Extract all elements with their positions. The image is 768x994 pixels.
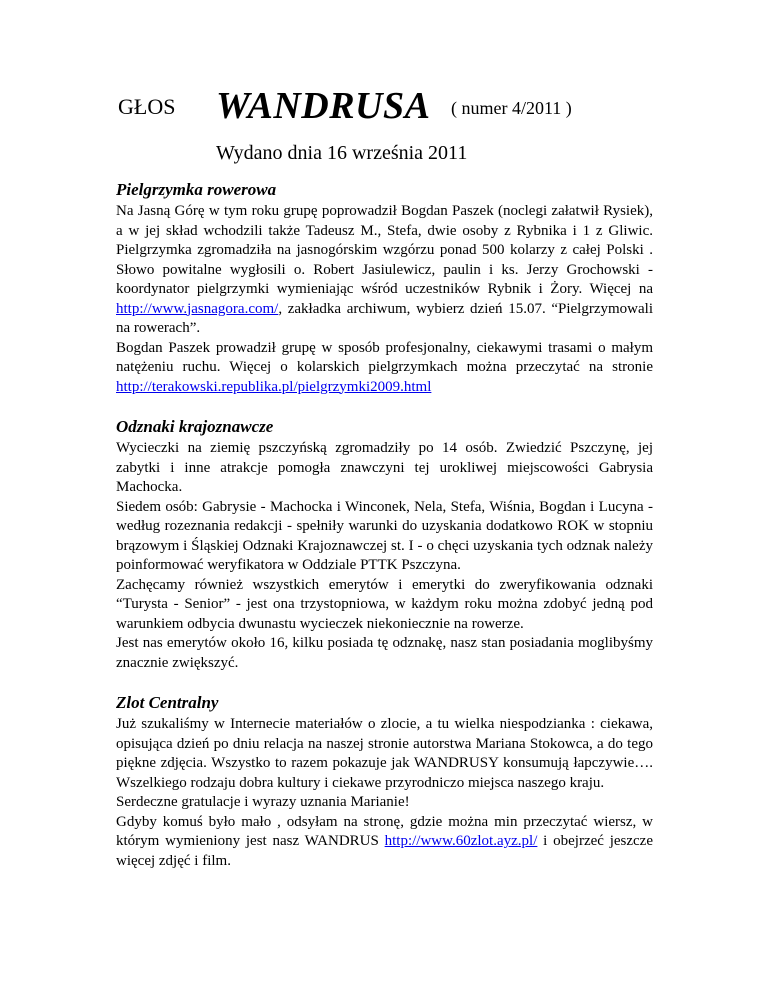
paragraph: Zachęcamy również wszystkich emerytów i emerytki do zweryfikowania odznaki “Turysta - Senior” - jest ona trzystopniowa, w każdym roku można zdobyć jedną pod warunkiem odbycia dwunastu wycieczek niekoniecznie na rowerze. [116, 576, 653, 632]
paragraph: Serdeczne gratulacje i wyrazy uznania Marianie! [116, 794, 410, 810]
paragraph: Siedem osób: Gabrysie - Machocka i Winconek, Nela, Stefa, Wiśnia, Bogdan i Lucyna - według rozeznania redakcji - spełniły warunki do uzyskania dodatkowo ROK w stopniu brązowym i Śląskiej Odznaki Krajoznawczej st. I - o chęci uzyskania tych odznak należy poinformować weryfikatora w Oddziale PTTK Pszczyna. [116, 498, 653, 573]
paragraph: Już szukaliśmy w Internecie materiałów o zlocie, a tu wielka niespodzianka : ciekawa, opisująca dzień po dniu relacja na naszej stronie autorstwa Mariana Stokowca, a do tego piękne zdjęcia. Wszystko to razem pokazuje jak WANDRUSY konsumują łapczywie…. Wszelkiego rodzaju dobra kultury i ciekawe przyrodniczo miejsca naszego kraju. [116, 716, 653, 791]
paragraph-text: , zakładka archiwum, wybierz dzień 15.07. “Pielgrzymowali na rowerach”. [116, 300, 653, 336]
jasnagora-link[interactable]: http://www.jasnagora.com/ [116, 300, 279, 317]
masthead [118, 84, 678, 144]
issue-number: ( numer 4/2011 ) [451, 98, 572, 118]
paragraph: Wycieczki na ziemię pszczyńską zgromadziły po 14 osób. Zwiedzić Pszczynę, jej zabytki i inne atrakcje pomogła znawczyni tej urokliwej miejscowości Gabrysia Machocka. [116, 440, 653, 495]
section-zlot [116, 692, 653, 871]
article-content [116, 179, 653, 890]
paragraph [116, 813, 653, 872]
paragraph [116, 339, 653, 398]
zlot-link[interactable]: http://www.60zlot.ayz.pl/ [384, 833, 538, 849]
section-title: Pielgrzymka rowerowa [116, 180, 277, 199]
issue-date: Wydano dnia 16 września 2011 [216, 142, 468, 164]
paragraph [116, 202, 653, 339]
paragraph-text: Bogdan Paszek prowadził grupę w sposób profesjonalny, ciekawymi trasami o małym natężeniu ruchu. Więcej o kolarskich pielgrzymkach można przeczytać na stronie [116, 339, 653, 375]
paragraph: Jest nas emerytów około 16, kilku posiada tę odznakę, nasz stan posiadania moglibyśmy znacznie zwiększyć. [116, 635, 653, 671]
section-odznaki [116, 416, 653, 673]
section-pielgrzymka [116, 179, 653, 397]
section-title: Odznaki krajoznawcze [116, 417, 274, 436]
paragraph-text: Na Jasną Górę w tym roku grupę poprowadził Bogdan Paszek (noclegi załatwił Rysiek), a w jej skład wchodzili także Tadeusz M., Stefa, dwie osoby z Rybnika i 1 z Gliwic. Pielgrzymka zgromadziła na jasnogórskim wzgórzu ponad 500 kolarzy z całej Polski . Słowo powitalne wygłosili o. Robert Jasiulewicz, paulin i ks. Jerzy Grochowski - koordynator pielgrzymki wymieniając wśród uczestników Rybnik i Żory. Więcej na [116, 203, 653, 297]
masthead-title: WANDRUSA [216, 85, 431, 127]
section-title: Zlot Centralny [116, 693, 219, 712]
terakowski-link[interactable]: http://terakowski.republika.pl/pielgrzymki2009.html [116, 378, 432, 395]
masthead-glos: GŁOS [118, 94, 176, 119]
paragraph-text: i obejrzeć jeszcze więcej zdjęć i film. [116, 833, 653, 869]
paragraph-text: Gdyby komuś było mało , odsyłam na stronę, gdzie można min przeczytać wiersz, w którym wymieniony jest nasz WANDRUS [116, 813, 653, 849]
